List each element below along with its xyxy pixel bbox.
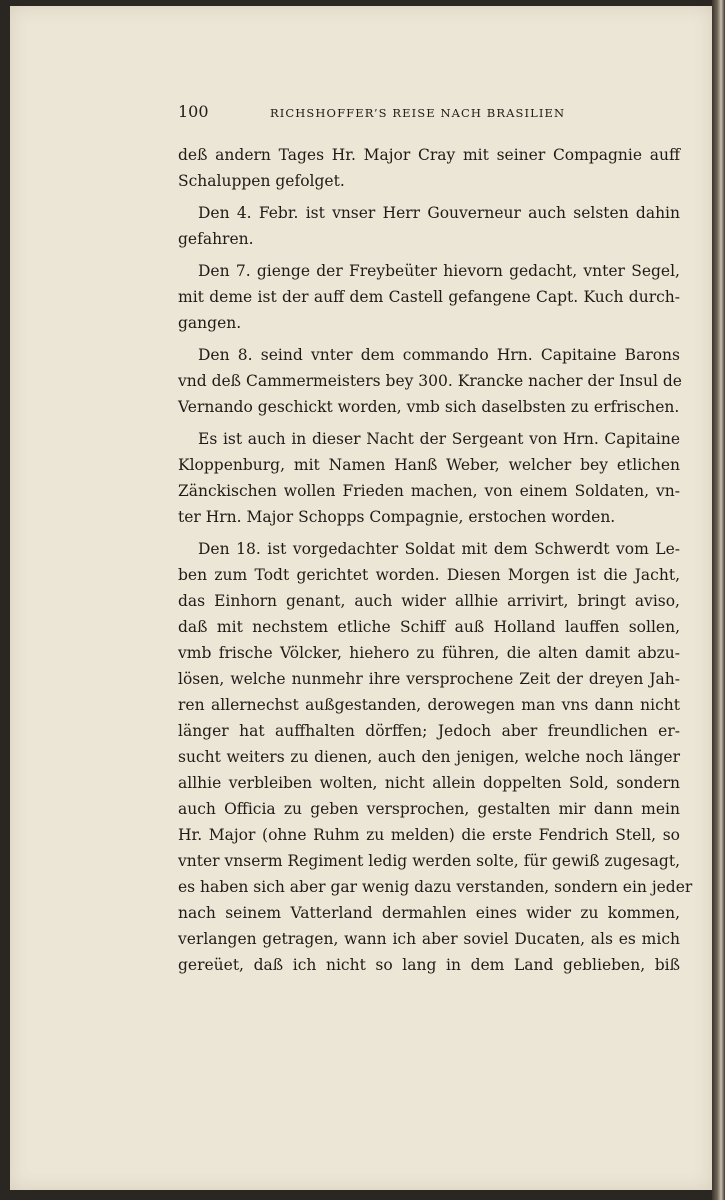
text-line: ter Hrn. Major Schopps Compagnie, erstochen worden.: [178, 508, 616, 526]
text-block: [166, 102, 693, 984]
paragraph: [178, 536, 693, 978]
text-line: daß mit nechstem etliche Schiff auß Holland lauffen sollen,: [178, 618, 680, 636]
text-line: vnd deß Cammermeisters bey 300. Krancke nacher der Insul de: [178, 372, 682, 390]
text-line: auch Officia zu geben versprochen, gestalten mir dann mein: [178, 800, 680, 818]
text-line: verlangen getragen, wann ich aber soviel Ducaten, als es mich: [178, 930, 680, 948]
text-line: Schaluppen gefolget.: [178, 172, 345, 190]
text-line: deß andern Tages Hr. Major Cray mit seiner Compagnie auff: [178, 146, 680, 164]
text-line: Den 7. gienge der Freybeüter hievorn gedacht, vnter Segel,: [198, 262, 680, 280]
text-line: ben zum Todt gerichtet worden. Diesen Morgen ist die Jacht,: [178, 566, 680, 584]
text-line: lösen, welche nunmehr ihre versprochene Zeit der dreyen Jah-: [178, 670, 680, 688]
text-line: allhie verbleiben wolten, nicht allein doppelten Sold, sondern: [178, 774, 680, 792]
text-line: Den 4. Febr. ist vnser Herr Gouverneur auch selsten dahin: [198, 204, 680, 222]
book-page: [10, 6, 712, 1190]
paragraph: [178, 258, 680, 336]
page-edge: [712, 0, 725, 1200]
running-head: [178, 102, 682, 128]
text-line: Kloppenburg, mit Namen Hanß Weber, welcher bey etlichen: [178, 456, 680, 474]
text-line: nach seinem Vatterland dermahlen eines wider zu kommen,: [178, 904, 680, 922]
text-line: Vernando geschickt worden, vmb sich daselbsten zu erfrischen.: [178, 398, 680, 416]
body-text: [178, 142, 693, 978]
paragraph: [178, 200, 680, 252]
text-line: Den 8. seind vnter dem commando Hrn. Capitaine Barons: [198, 346, 680, 364]
paragraph: [178, 426, 680, 530]
text-line: gereüet, daß ich nicht so lang in dem Land geblieben, biß: [178, 956, 680, 974]
text-line: vnter vnserm Regiment ledig werden solte, für gewiß zugesagt,: [178, 852, 680, 870]
paragraph: [178, 142, 680, 194]
paragraph: [178, 342, 680, 420]
text-line: gangen.: [178, 314, 242, 332]
text-line: es haben sich aber gar wenig dazu verstanden, sondern ein jeder: [178, 878, 693, 896]
page-number: 100: [178, 102, 209, 121]
text-line: Es ist auch in dieser Nacht der Sergeant von Hrn. Capitaine: [198, 430, 680, 448]
text-line: das Einhorn genant, auch wider allhie arrivirt, bringt aviso,: [178, 592, 680, 610]
running-title: RICHSHOFFER’S REISE NACH BRASILIEN: [270, 106, 566, 120]
text-line: ren allernechst außgestanden, derowegen man vns dann nicht: [178, 696, 680, 714]
text-line: Den 18. ist vorgedachter Soldat mit dem Schwerdt vom Le-: [198, 540, 680, 558]
text-line: Zänckischen wollen Frieden machen, von einem Soldaten, vn-: [178, 482, 680, 500]
text-line: mit deme ist der auff dem Castell gefangene Capt. Kuch durch-: [178, 288, 680, 306]
text-line: gefahren.: [178, 230, 254, 248]
text-line: vmb frische Völcker, hiehero zu führen, die alten damit abzu-: [178, 644, 680, 662]
text-line: Hr. Major (ohne Ruhm zu melden) die erste Fendrich Stell, so: [178, 826, 680, 844]
text-line: länger hat auffhalten dörffen; Jedoch aber freundlichen er-: [178, 722, 680, 740]
text-line: sucht weiters zu dienen, auch den jenigen, welche noch länger: [178, 748, 680, 766]
